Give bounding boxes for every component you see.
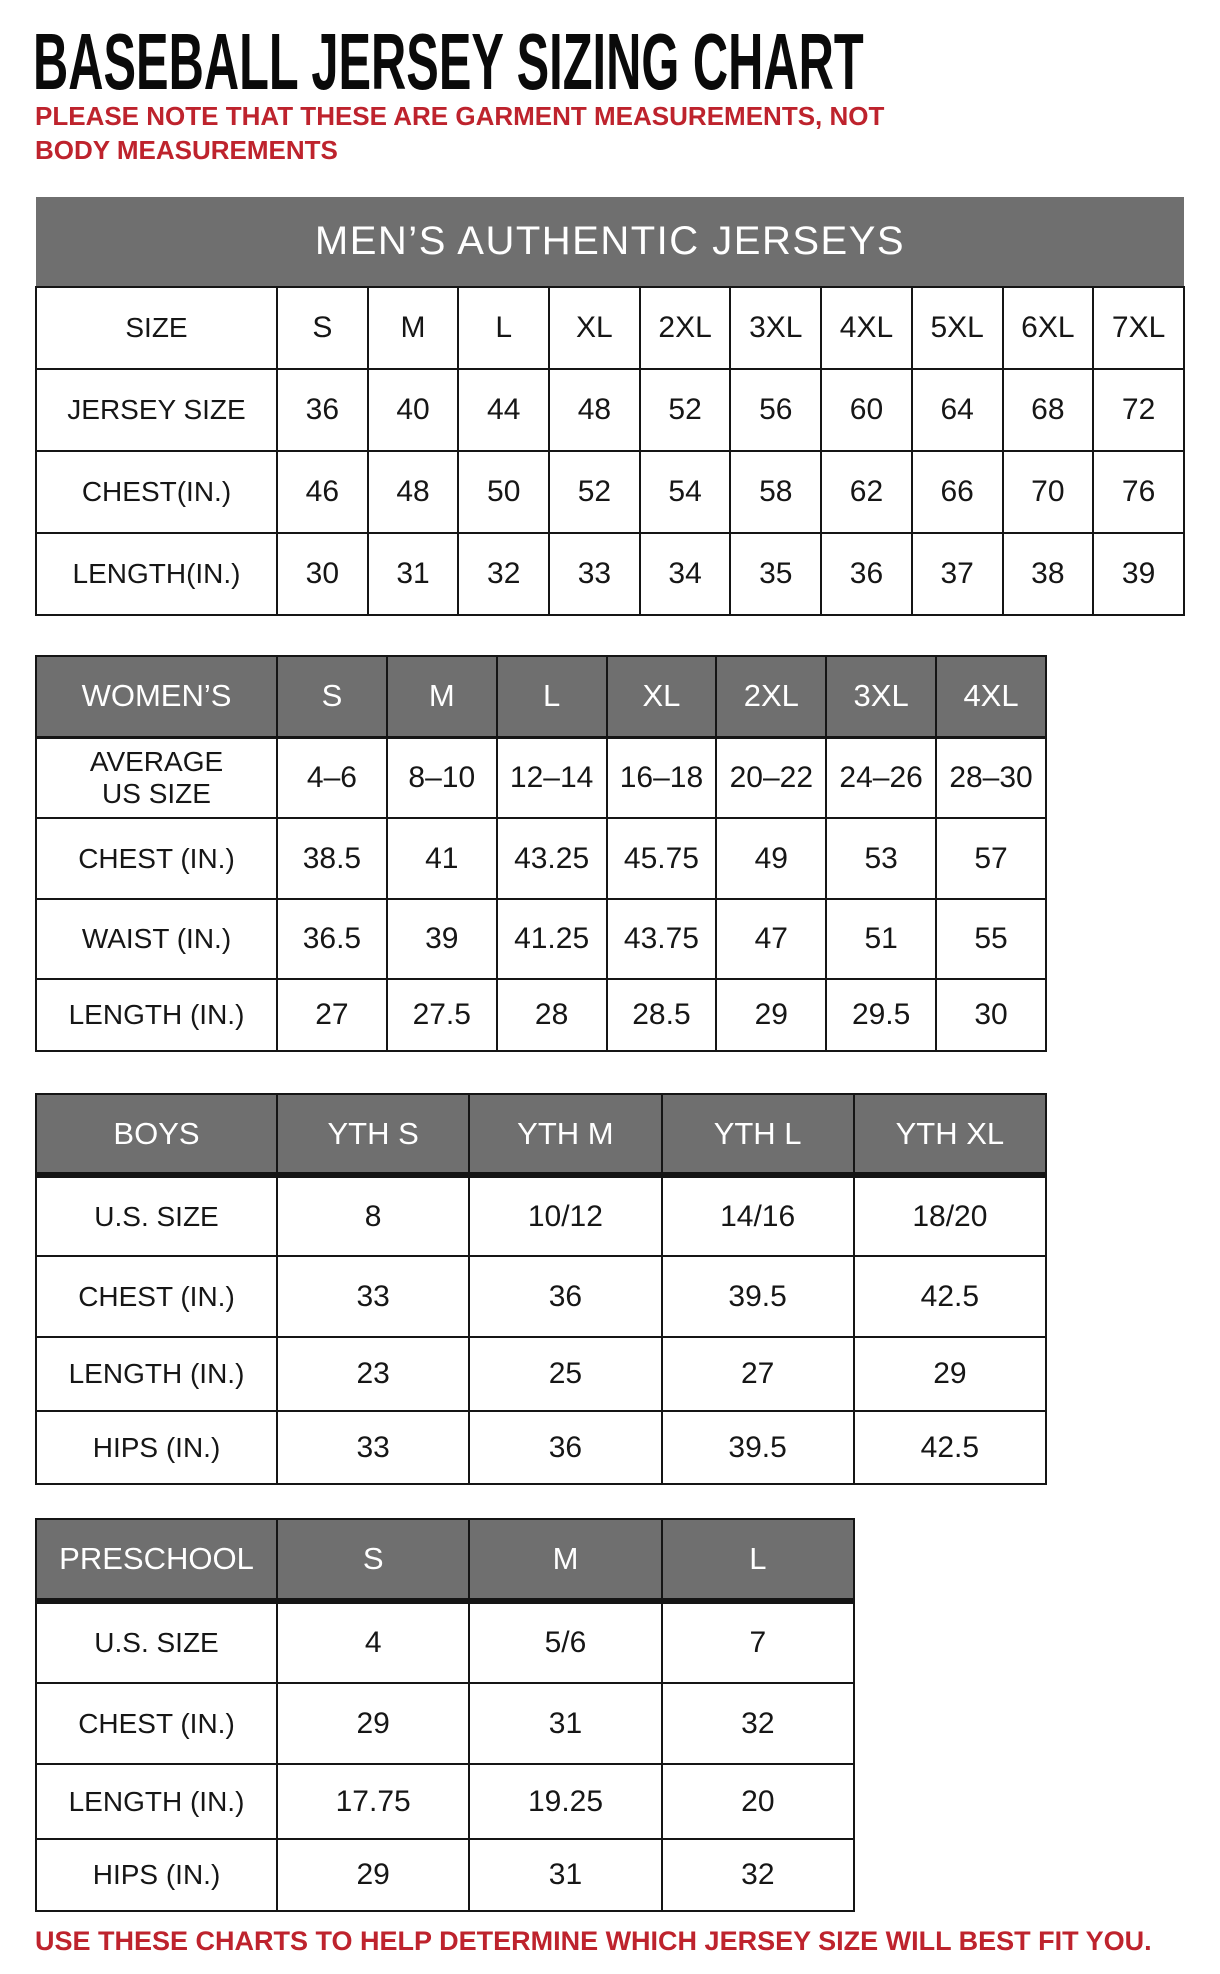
value-cell: 35 (730, 533, 821, 615)
value-cell: 27.5 (387, 979, 497, 1051)
value-cell: 10/12 (469, 1175, 661, 1256)
value-cell: 34 (640, 533, 731, 615)
table-row (36, 1839, 854, 1911)
value-cell: 39.5 (662, 1256, 854, 1337)
value-cell: 66 (912, 451, 1003, 533)
value-cell: 14/16 (662, 1175, 854, 1256)
value-cell: 36 (469, 1411, 661, 1484)
value-cell: 4–6 (277, 737, 387, 818)
value-cell: 33 (277, 1256, 469, 1337)
column-header: S (277, 1519, 469, 1601)
value-cell: 40 (368, 369, 459, 451)
preschool-table (35, 1518, 855, 1912)
mens-table-title: MEN’S AUTHENTIC JERSEYS (36, 197, 1184, 287)
value-cell: 29 (854, 1337, 1046, 1411)
value-cell: 30 (936, 979, 1046, 1051)
row-label: LENGTH (IN.) (36, 1764, 277, 1839)
value-cell: 54 (640, 451, 731, 533)
column-header: L (497, 656, 607, 737)
value-cell: 62 (821, 451, 912, 533)
value-cell: 29 (277, 1839, 469, 1911)
table-title-cell: PRESCHOOL (36, 1519, 277, 1601)
value-cell: 52 (549, 451, 640, 533)
table-row (36, 1337, 1046, 1411)
value-cell: 32 (458, 533, 549, 615)
value-cell: 7XL (1093, 287, 1184, 369)
row-label: WAIST (IN.) (36, 899, 277, 979)
value-cell: 43.25 (497, 818, 607, 899)
value-cell: 28–30 (936, 737, 1046, 818)
value-cell: 36.5 (277, 899, 387, 979)
value-cell: 20–22 (716, 737, 826, 818)
mens-table (35, 197, 1185, 616)
womens-table (35, 655, 1047, 1052)
value-cell: 49 (716, 818, 826, 899)
value-cell: 23 (277, 1337, 469, 1411)
value-cell: 24–26 (826, 737, 936, 818)
value-cell: 4 (277, 1601, 469, 1683)
value-cell: 42.5 (854, 1256, 1046, 1337)
column-header: M (469, 1519, 661, 1601)
table-row (36, 533, 1184, 615)
row-label: CHEST (IN.) (36, 1683, 277, 1764)
value-cell: 39 (1093, 533, 1184, 615)
value-cell: M (368, 287, 459, 369)
value-cell: 51 (826, 899, 936, 979)
row-label: CHEST (IN.) (36, 818, 277, 899)
table-row (36, 369, 1184, 451)
column-header: XL (607, 656, 717, 737)
value-cell: 8 (277, 1175, 469, 1256)
column-header: YTH L (662, 1094, 854, 1175)
row-label: HIPS (IN.) (36, 1411, 277, 1484)
preschool-header-row (36, 1519, 854, 1601)
value-cell: 45.75 (607, 818, 717, 899)
table-row (36, 899, 1046, 979)
value-cell: 28.5 (607, 979, 717, 1051)
value-cell: 5XL (912, 287, 1003, 369)
value-cell: 60 (821, 369, 912, 451)
value-cell: 33 (277, 1411, 469, 1484)
value-cell: 29 (716, 979, 826, 1051)
value-cell: 36 (469, 1256, 661, 1337)
table-row (36, 1256, 1046, 1337)
mens-title-row (36, 197, 1184, 287)
value-cell: XL (549, 287, 640, 369)
value-cell: 8–10 (387, 737, 497, 818)
value-cell: 55 (936, 899, 1046, 979)
row-label: LENGTH(IN.) (36, 533, 277, 615)
table-row (36, 287, 1184, 369)
row-label: AVERAGE US SIZE (36, 737, 277, 818)
table-row (36, 1411, 1046, 1484)
page-title-text: BASEBALL JERSEY SIZING CHART (33, 17, 864, 106)
value-cell: 41.25 (497, 899, 607, 979)
table-row (36, 818, 1046, 899)
value-cell: 17.75 (277, 1764, 469, 1839)
value-cell: L (458, 287, 549, 369)
row-label: HIPS (IN.) (36, 1839, 277, 1911)
row-label: U.S. SIZE (36, 1175, 277, 1256)
value-cell: 31 (469, 1683, 661, 1764)
value-cell: 72 (1093, 369, 1184, 451)
value-cell: 32 (662, 1839, 854, 1911)
value-cell: 6XL (1003, 287, 1094, 369)
value-cell: 70 (1003, 451, 1094, 533)
value-cell: 20 (662, 1764, 854, 1839)
column-header: M (387, 656, 497, 737)
value-cell: 29 (277, 1683, 469, 1764)
value-cell: 19.25 (469, 1764, 661, 1839)
table-row (36, 1175, 1046, 1256)
column-header: YTH M (469, 1094, 661, 1175)
value-cell: 50 (458, 451, 549, 533)
column-header: 4XL (936, 656, 1046, 737)
value-cell: 7 (662, 1601, 854, 1683)
value-cell: 46 (277, 451, 368, 533)
note-text: PLEASE NOTE THAT THESE ARE GARMENT MEASUREMENTS, NOT BODY MEASUREMENTS (35, 101, 885, 165)
row-label: CHEST(IN.) (36, 451, 277, 533)
table-row (36, 1764, 854, 1839)
value-cell: 25 (469, 1337, 661, 1411)
boys-table (35, 1093, 1047, 1485)
row-label: U.S. SIZE (36, 1601, 277, 1683)
value-cell: 48 (368, 451, 459, 533)
value-cell: 58 (730, 451, 821, 533)
value-cell: 41 (387, 818, 497, 899)
value-cell: 36 (821, 533, 912, 615)
column-header: 2XL (716, 656, 826, 737)
value-cell: 48 (549, 369, 640, 451)
value-cell: 52 (640, 369, 731, 451)
value-cell: 42.5 (854, 1411, 1046, 1484)
row-label: LENGTH (IN.) (36, 979, 277, 1051)
value-cell: 4XL (821, 287, 912, 369)
value-cell: 27 (277, 979, 387, 1051)
womens-header-row (36, 656, 1046, 737)
table-title-cell: BOYS (36, 1094, 277, 1175)
value-cell: 44 (458, 369, 549, 451)
value-cell: 68 (1003, 369, 1094, 451)
page-title (33, 17, 1220, 106)
value-cell: 31 (469, 1839, 661, 1911)
value-cell: 43.75 (607, 899, 717, 979)
value-cell: 31 (368, 533, 459, 615)
value-cell: 56 (730, 369, 821, 451)
value-cell: 5/6 (469, 1601, 661, 1683)
value-cell: 76 (1093, 451, 1184, 533)
value-cell: 29.5 (826, 979, 936, 1051)
value-cell: 38 (1003, 533, 1094, 615)
value-cell: 39 (387, 899, 497, 979)
value-cell: 32 (662, 1683, 854, 1764)
footer-text: USE THESE CHARTS TO HELP DETERMINE WHICH JERSEY SIZE WILL BEST FIT YOU. (35, 1926, 1152, 1956)
value-cell: S (277, 287, 368, 369)
value-cell: 57 (936, 818, 1046, 899)
value-cell: 12–14 (497, 737, 607, 818)
value-cell: 38.5 (277, 818, 387, 899)
table-row (36, 737, 1046, 818)
value-cell: 3XL (730, 287, 821, 369)
value-cell: 27 (662, 1337, 854, 1411)
table-row (36, 979, 1046, 1051)
value-cell: 2XL (640, 287, 731, 369)
boys-header-row (36, 1094, 1046, 1175)
column-header: 3XL (826, 656, 936, 737)
value-cell: 39.5 (662, 1411, 854, 1484)
table-row (36, 451, 1184, 533)
row-label: SIZE (36, 287, 277, 369)
row-label: LENGTH (IN.) (36, 1337, 277, 1411)
row-label: CHEST (IN.) (36, 1256, 277, 1337)
value-cell: 37 (912, 533, 1003, 615)
value-cell: 30 (277, 533, 368, 615)
table-row (36, 1601, 854, 1683)
column-header: YTH XL (854, 1094, 1046, 1175)
value-cell: 28 (497, 979, 607, 1051)
value-cell: 36 (277, 369, 368, 451)
value-cell: 33 (549, 533, 640, 615)
row-label: JERSEY SIZE (36, 369, 277, 451)
table-title-cell: WOMEN’S (36, 656, 277, 737)
value-cell: 18/20 (854, 1175, 1046, 1256)
value-cell: 53 (826, 818, 936, 899)
column-header: YTH S (277, 1094, 469, 1175)
column-header: L (662, 1519, 854, 1601)
value-cell: 47 (716, 899, 826, 979)
column-header: S (277, 656, 387, 737)
value-cell: 64 (912, 369, 1003, 451)
value-cell: 16–18 (607, 737, 717, 818)
table-row (36, 1683, 854, 1764)
